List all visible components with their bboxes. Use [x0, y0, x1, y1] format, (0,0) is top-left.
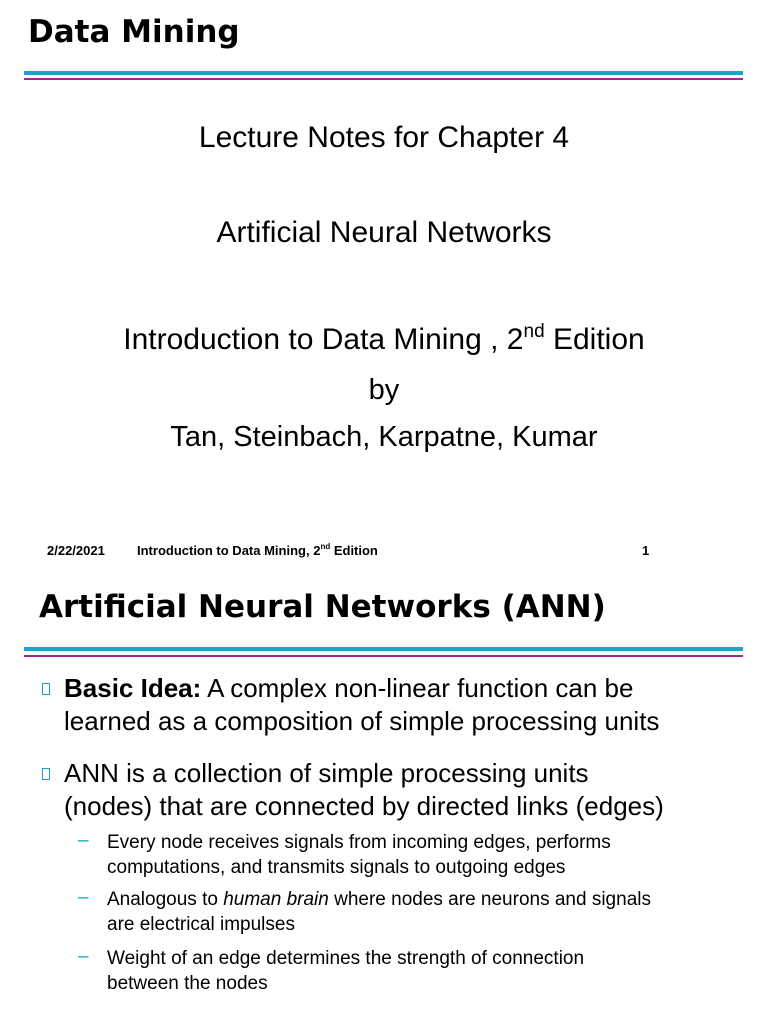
sub-brain-line-2: are electrical impulses [107, 914, 295, 935]
bullet-marker-icon [42, 768, 50, 780]
sub-weight-line-2: between the nodes [107, 973, 268, 994]
footer-book: Introduction to Data Mining, 2nd Edition [137, 542, 378, 558]
basic-idea-text: A complex non-linear function can be [201, 673, 634, 703]
ann-definition-line-2: (nodes) that are connected by directed links (edges) [64, 791, 664, 821]
book-title: Introduction to Data Mining , 2nd Edition [123, 321, 645, 356]
bullet-marker-icon [42, 683, 50, 695]
basic-idea-text-2: learned as a composition of simple processing units [64, 706, 660, 736]
slide-2-title: Artificial Neural Networks (ANN) [39, 589, 606, 625]
dash-icon: – [78, 830, 89, 851]
footer-date: 2/22/2021 [47, 543, 105, 558]
sub-signals-line-2: computations, and transmits signals to outgoing edges [107, 857, 566, 878]
ann-definition-line-1: ANN is a collection of simple processing units [64, 758, 589, 788]
slide-1-title: Data Mining [28, 14, 240, 50]
basic-idea-label: Basic Idea: [64, 673, 202, 703]
footer-page-number: 1 [642, 543, 650, 558]
sub-signals-line-1: Every node receives signals from incoming edges, performs [107, 832, 611, 853]
lecture-notes-heading: Lecture Notes for Chapter 4 [198, 121, 570, 154]
dash-icon: – [78, 946, 89, 967]
dash-icon: – [78, 887, 89, 908]
human-brain-emphasis: human brain [223, 889, 329, 910]
by-label: by [368, 374, 400, 406]
chapter-topic: Artificial Neural Networks [216, 216, 552, 249]
sub-weight-line-1: Weight of an edge determines the strength of connection [107, 948, 585, 969]
authors: Tan, Steinbach, Karpatne, Kumar [170, 421, 598, 453]
